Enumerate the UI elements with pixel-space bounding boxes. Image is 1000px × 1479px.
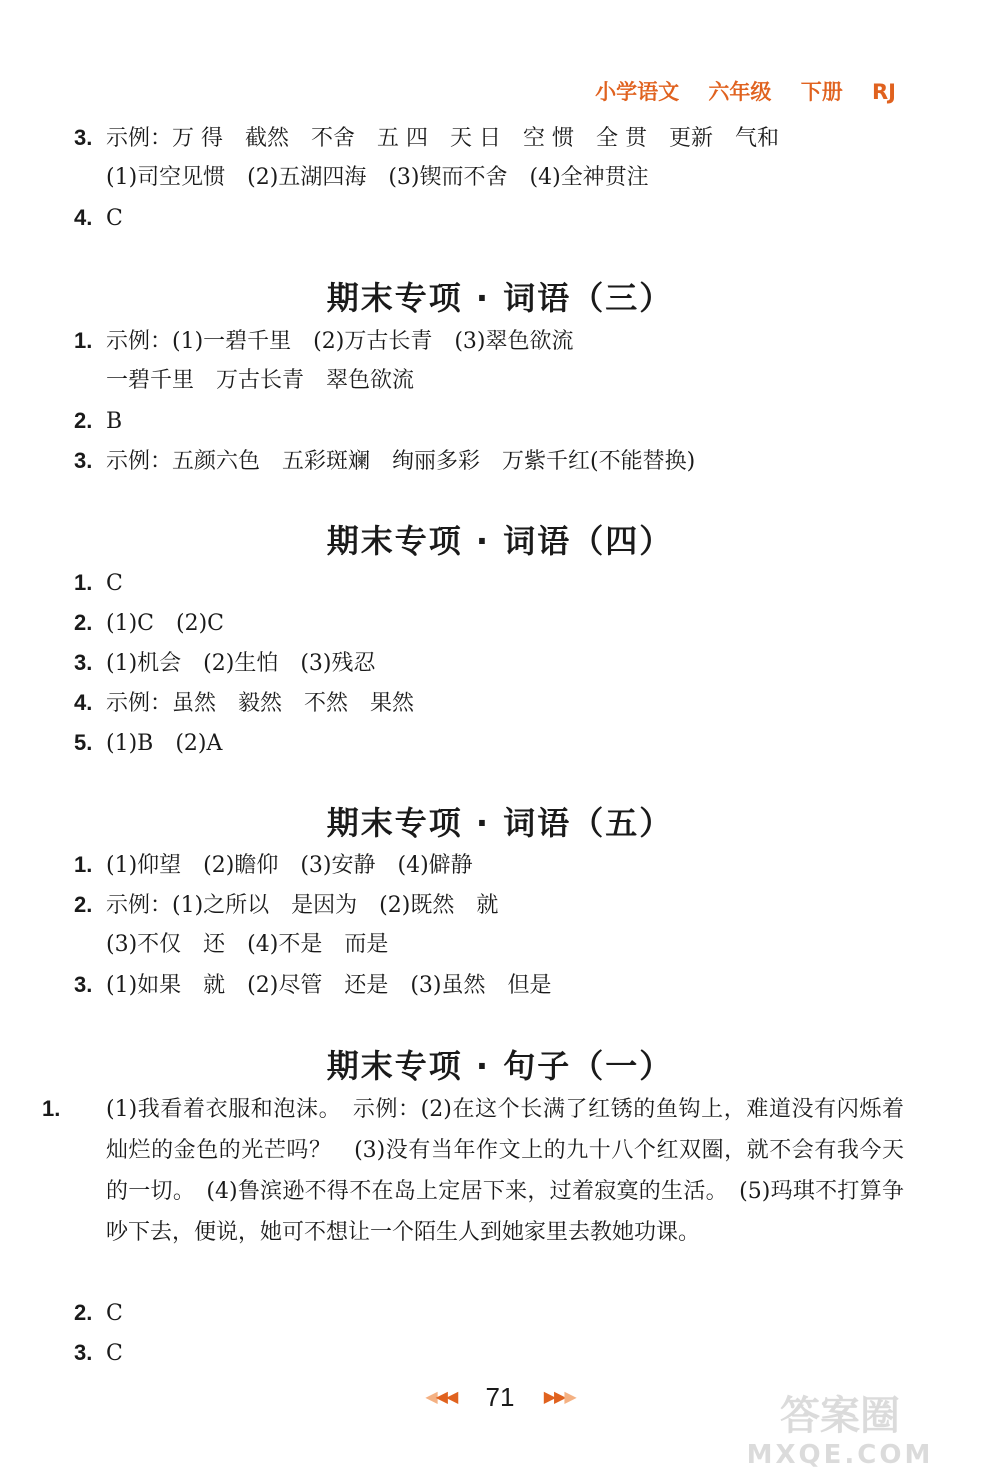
answer-text: C [106, 206, 123, 231]
answer-line [74, 648, 376, 679]
question-number: 2. [74, 610, 93, 635]
question-number: 2. [74, 892, 93, 917]
answer-line [74, 1298, 123, 1329]
answer-text: (1)机会 (2)生怕 (3)残忍 [106, 651, 376, 676]
answer-line [74, 850, 473, 881]
answer-line [106, 366, 414, 396]
answer-text: C [106, 1341, 123, 1366]
question-number: 1. [74, 328, 93, 353]
answer-line [74, 326, 574, 357]
watermark-logo [690, 1381, 990, 1471]
answer-text: 示例：(1)一碧千里 (2)万古长青 (3)翠色欲流 [106, 329, 574, 354]
question-number: 5. [74, 730, 93, 755]
answer-text: 示例：万 得 截然 不舍 五 四 天 日 空 惯 全 贯 更新 气和 [106, 126, 779, 151]
answer-line [106, 163, 649, 193]
answer-text: (1)B (2)A [106, 731, 223, 756]
question-number: 3. [74, 448, 93, 473]
answer-text: (1)司空见惯 (2)五湖四海 (3)锲而不舍 (4)全神贯注 [106, 165, 649, 190]
question-number: 3. [74, 125, 93, 150]
question-number: 2. [74, 1300, 93, 1325]
section-title: 期末专项 · 词语（五） [326, 804, 674, 842]
answer-line [74, 890, 498, 921]
answer-line [74, 728, 222, 759]
question-number: 4. [74, 205, 93, 230]
question-number: 4. [74, 690, 93, 715]
question-number: 2. [74, 408, 93, 433]
section-title: 期末专项 · 句子（一） [326, 1047, 674, 1085]
answer-line [74, 688, 414, 719]
page-number: 71 [485, 1381, 515, 1412]
answer-text: (1)我看着衣服和泡沫。 示例：(2)在这个长满了红锈的鱼钩上，难道没有闪烁着灿烂的金色的光芒吗？ (3)没有当年作文上的九十八个红双圈，就不会有我今天的一切。 (4)鲁滨逊不得不在岛上定居下来，过着寂寞的生活。 (5)玛琪不打算争吵下去，便说，她可不想让一个陌生人到她家里去教她功课。 [106, 1097, 904, 1245]
answer-text: (1)C (2)C [106, 611, 224, 636]
answer-line [74, 970, 552, 1001]
answer-line [74, 446, 695, 477]
question-number: 3. [74, 650, 93, 675]
header-subject: 小学语文 [595, 80, 680, 104]
section-title: 期末专项 · 词语（四） [326, 522, 674, 560]
answer-text: 示例：(1)之所以 是因为 (2)既然 就 [106, 893, 499, 918]
question-number: 1. [42, 1096, 61, 1121]
question-number: 3. [74, 972, 93, 997]
answer-line [74, 123, 779, 154]
answer-line [106, 930, 388, 960]
question-number: 1. [74, 570, 93, 595]
answer-text: (3)不仅 还 (4)不是 而是 [106, 932, 389, 957]
question-number: 3. [74, 1340, 93, 1365]
answer-text: (1)仰望 (2)瞻仰 (3)安静 (4)僻静 [106, 853, 473, 878]
page-header [595, 76, 896, 106]
answer-text: C [106, 1301, 123, 1326]
header-grade: 六年级 [708, 80, 772, 104]
answer-text: 示例：虽然 毅然 不然 果然 [106, 691, 415, 716]
section-title: 期末专项 · 词语（三） [326, 279, 674, 317]
question-number: 1. [74, 852, 93, 877]
answer-text: B [106, 409, 123, 434]
answer-body [42, 1088, 904, 1253]
answer-line [74, 568, 123, 599]
answer-line [74, 406, 122, 437]
answer-paragraph [42, 1088, 904, 1253]
header-volume: 下册 [800, 80, 843, 104]
watermark-url: MXQE.COM [746, 1440, 934, 1470]
answer-line [74, 1338, 123, 1369]
answer-text: 示例：五颜六色 五彩斑斓 绚丽多彩 万紫千红(不能替换) [106, 449, 696, 474]
watermark-title: 答案圈 [780, 1393, 900, 1439]
prev-arrows-icon: ◀◀◀ [425, 1389, 457, 1407]
header-edition: RJ [872, 80, 896, 104]
answer-line [74, 203, 123, 234]
next-arrows-icon: ▶▶▶ [543, 1389, 575, 1407]
answer-text: C [106, 571, 123, 596]
answer-line [74, 608, 224, 639]
answer-text: (1)如果 就 (2)尽管 还是 (3)虽然 但是 [106, 973, 552, 998]
answer-text: 一碧千里 万古长青 翠色欲流 [106, 368, 415, 393]
